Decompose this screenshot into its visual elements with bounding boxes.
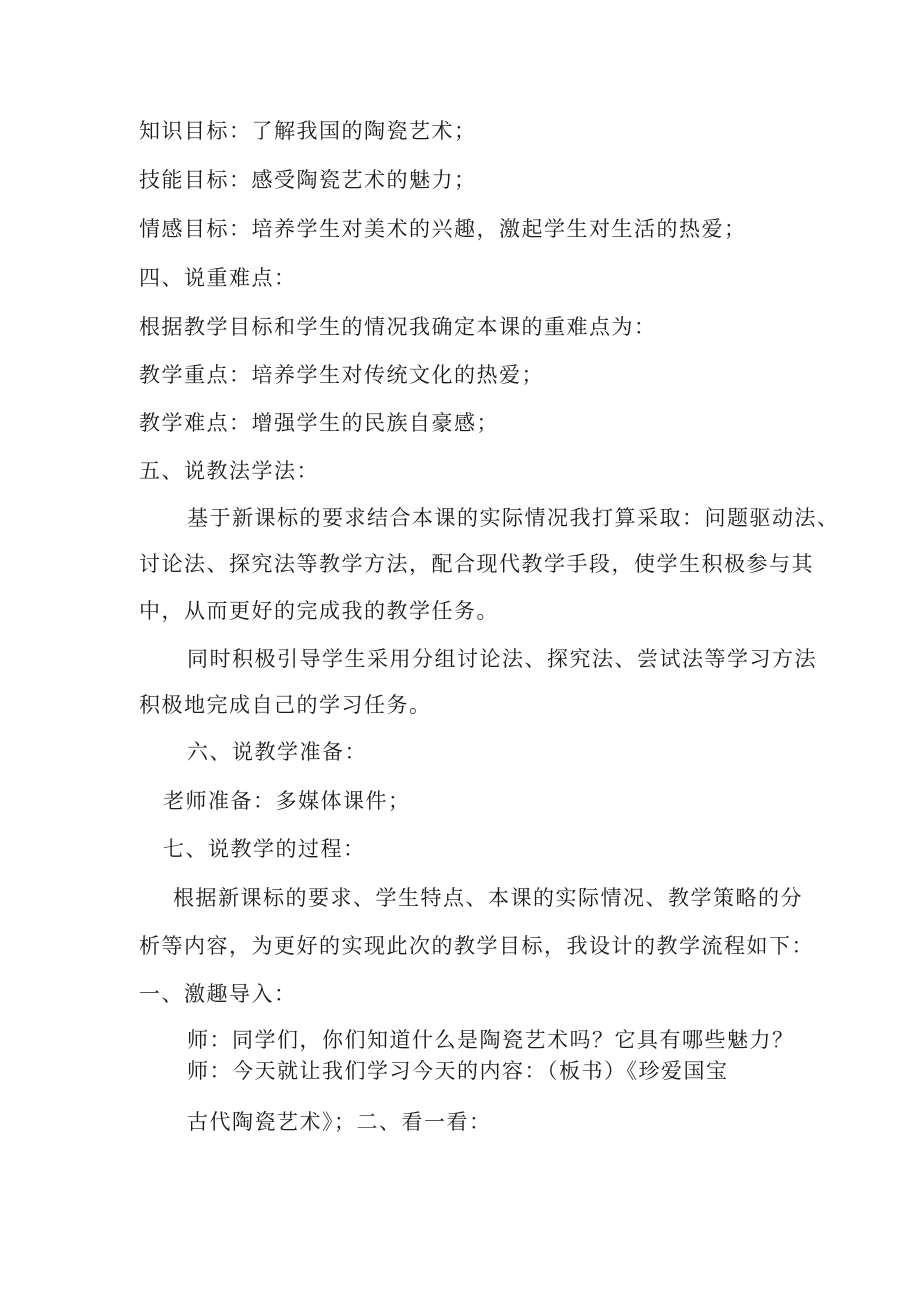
section-heading-6: 六、说教学准备： xyxy=(187,740,367,764)
objective-knowledge: 知识目标：了解我国的陶瓷艺术； xyxy=(139,119,477,143)
section-heading-4: 四、说重难点： xyxy=(139,266,297,290)
dialogue-line: 师：今天就让我们学习今天的内容：（板书）《珍爱国宝 xyxy=(187,1059,729,1083)
subsection-heading-1: 一、激趣导入： xyxy=(139,982,297,1006)
teaching-focus: 教学重点：培养学生对传统文化的热爱； xyxy=(139,363,544,387)
paragraph-line: 根据教学目标和学生的情况我确定本课的重难点为： xyxy=(139,315,657,339)
dialogue-line: 古代陶瓷艺术》；二、看一看： xyxy=(187,1110,492,1134)
dialogue-line: 师：同学们，你们知道什么是陶瓷艺术吗？它具有哪些魅力？ xyxy=(187,1028,795,1052)
teacher-preparation: 老师准备：多媒体课件； xyxy=(163,789,411,813)
paragraph-line: 析等内容，为更好的实现此次的教学目标，我设计的教学流程如下： xyxy=(139,934,814,958)
teaching-difficulty: 教学难点：增强学生的民族自豪感； xyxy=(139,411,499,435)
section-heading-7: 七、说教学的过程： xyxy=(163,837,366,861)
paragraph-line: 讨论法、探究法等教学方法，配合现代教学手段，使学生积极参与其 xyxy=(139,552,814,576)
objective-emotion: 情感目标：培养学生对美术的兴趣，激起学生对生活的热爱； xyxy=(139,217,747,241)
paragraph-line: 积极地完成自己的学习任务。 xyxy=(139,693,432,717)
paragraph-line: 基于新课标的要求结合本课的实际情况我打算采取：问题驱动法、 xyxy=(187,506,840,530)
paragraph-line: 同时积极引导学生采用分组讨论法、探究法、尝试法等学习方法 xyxy=(187,647,817,671)
objective-skill: 技能目标：感受陶瓷艺术的魅力； xyxy=(139,168,477,192)
paragraph-line: 根据新课标的要求、学生特点、本课的实际情况、教学策略的分 xyxy=(173,886,803,910)
paragraph-line: 中，从而更好的完成我的教学任务。 xyxy=(139,599,499,623)
section-heading-5: 五、说教法学法： xyxy=(139,459,319,483)
